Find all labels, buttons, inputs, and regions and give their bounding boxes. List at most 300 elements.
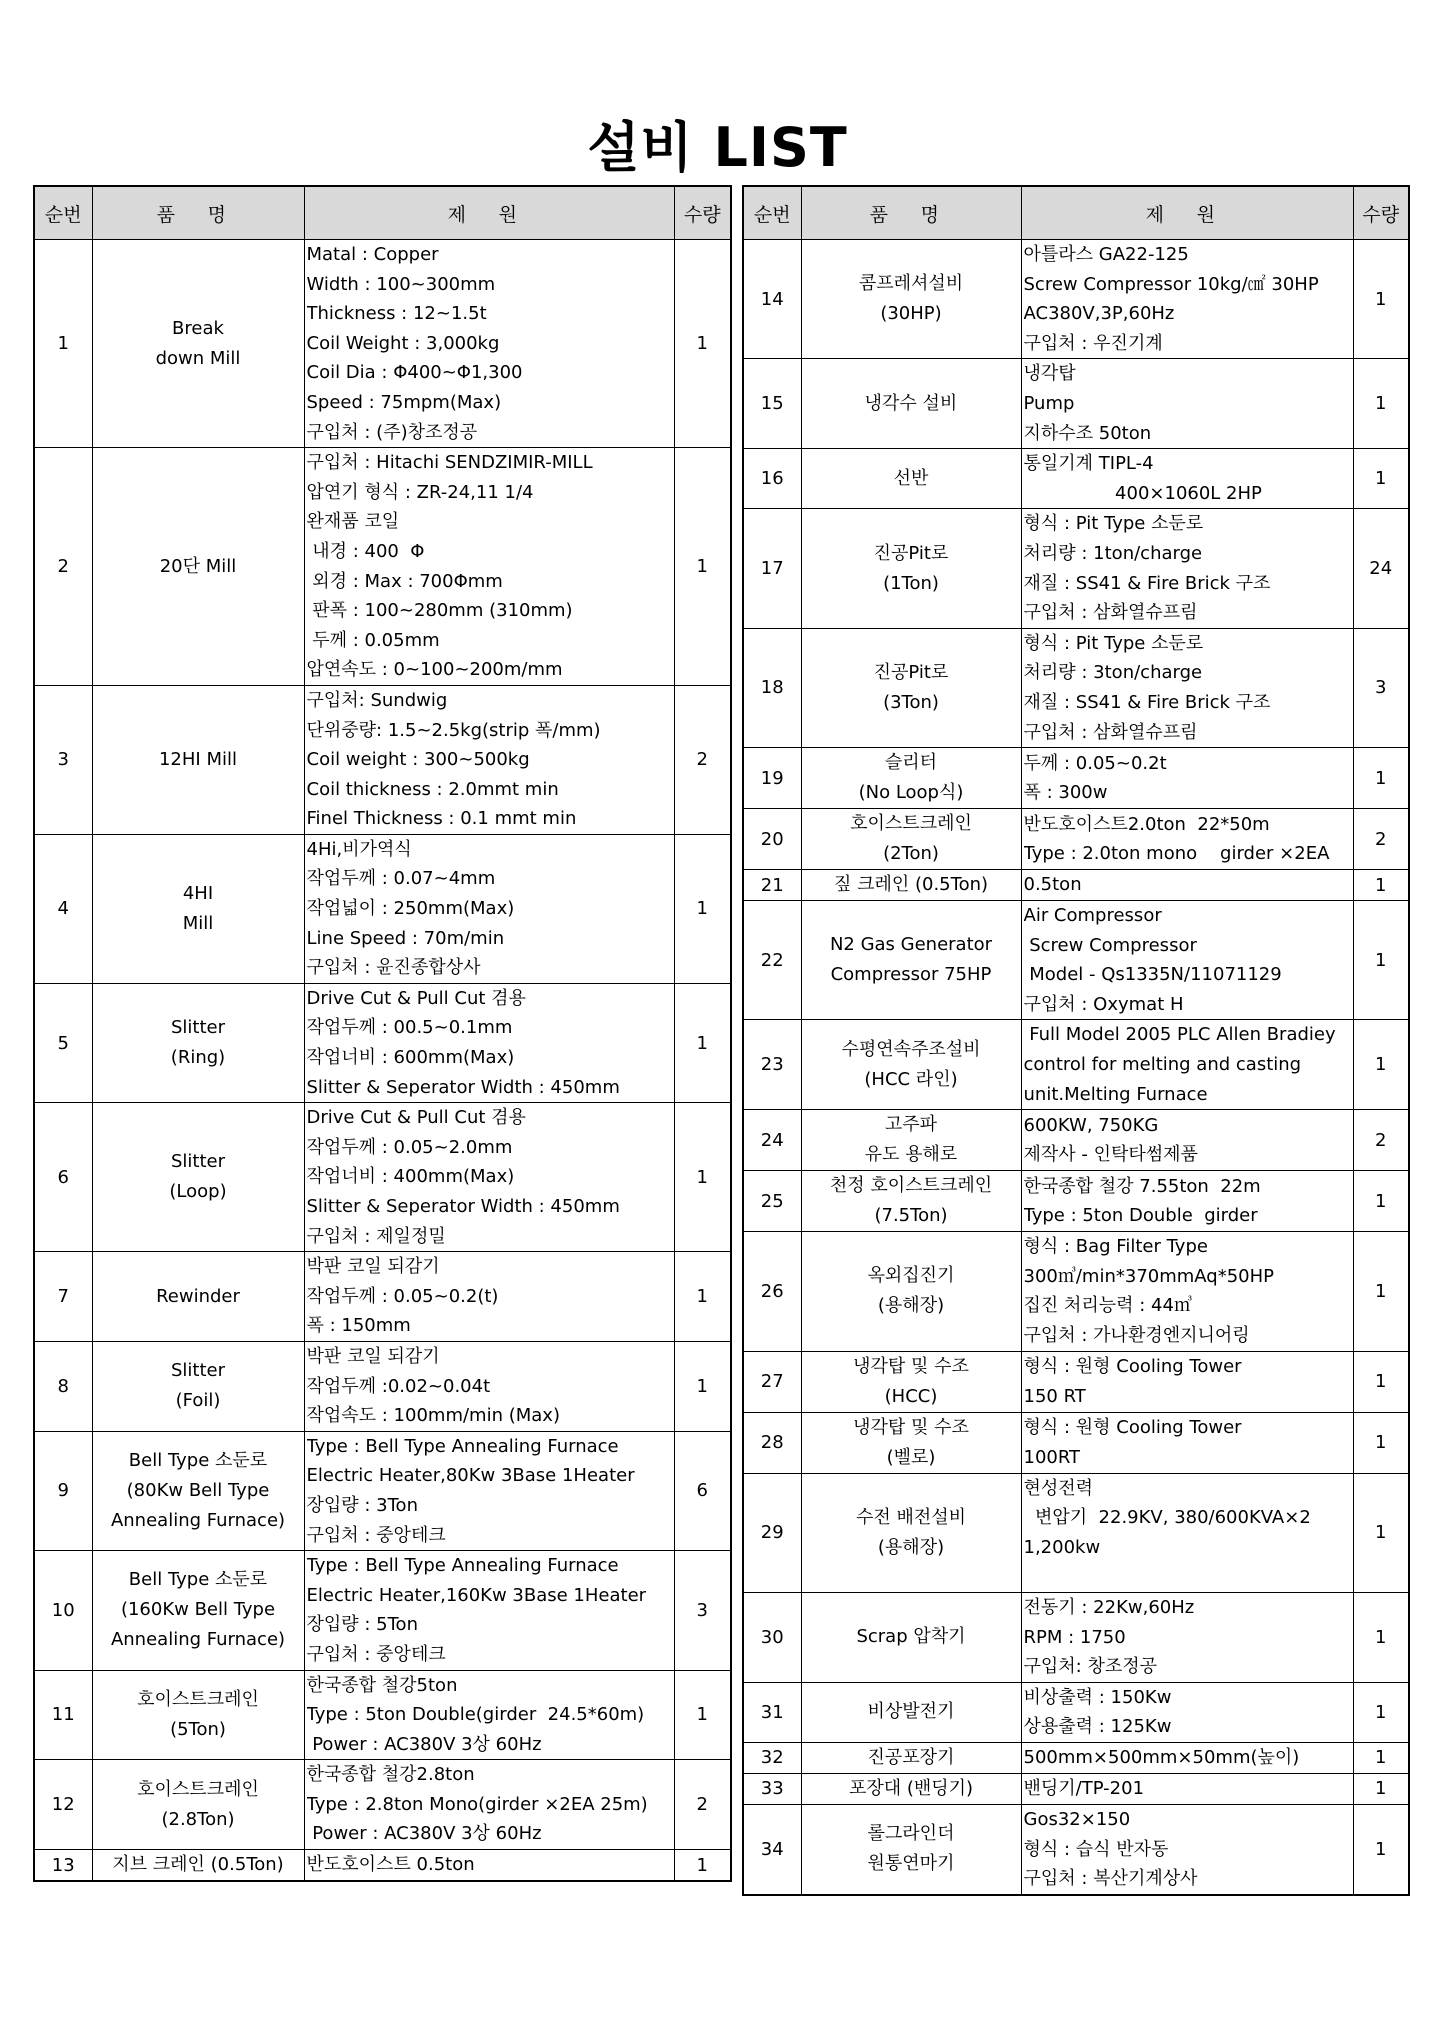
item-name-line: 호이스트크레인 (137, 1688, 259, 1710)
item-name (92, 1760, 304, 1850)
table-row (743, 809, 1409, 870)
spec-line: 작업두께 : 0.07~4mm (306, 868, 496, 890)
spec-line: Power : AC380V 3상 60Hz (306, 1733, 542, 1755)
table-row (743, 240, 1409, 359)
spec-line: 폭 : 300w (1023, 782, 1108, 804)
spec-line: 구입처 : Hitachi SENDZIMIR-MILL (306, 452, 593, 474)
table-row (34, 1670, 731, 1760)
header-qty: 수량 (1353, 186, 1409, 240)
item-name (801, 1593, 1021, 1683)
item-name-line: 짚 크레인 (0.5Ton) (833, 874, 989, 896)
spec-line: Coil Dia : Φ400~Φ1,300 (306, 362, 523, 384)
item-name-line: 콤프레셔설비 (858, 273, 964, 295)
item-quantity: 3 (674, 1551, 731, 1670)
spec-line: Matal : Copper (306, 244, 439, 265)
item-name-line: 수전 배전설비 (855, 1506, 967, 1528)
table-row (34, 1103, 731, 1252)
table-row (743, 1773, 1409, 1804)
item-quantity: 1 (1353, 1020, 1409, 1110)
spec-line: 내경 : 400 Φ (306, 540, 425, 562)
spec-line: 150 RT (1023, 1385, 1086, 1407)
table-row (34, 834, 731, 983)
item-name-line: 고주파 (884, 1114, 938, 1136)
spec-line: 전동기 : 22Kw,60Hz (1023, 1597, 1195, 1618)
row-number: 2 (34, 448, 92, 686)
item-name-line: (HCC 라인) (864, 1068, 958, 1090)
item-name-line: Bell Type 소둔로 (128, 1569, 268, 1591)
row-number: 32 (743, 1742, 801, 1773)
item-spec (304, 685, 674, 834)
table-row (34, 240, 731, 448)
item-quantity: 1 (1353, 1171, 1409, 1232)
item-quantity: 1 (1353, 901, 1409, 1020)
table-body (34, 240, 731, 1882)
spec-line: 형식 : 습식 반자동 (1023, 1838, 1169, 1860)
item-quantity: 1 (674, 983, 731, 1102)
item-quantity: 2 (674, 1760, 731, 1850)
table-row (743, 1351, 1409, 1412)
item-name (801, 1351, 1021, 1412)
spec-line: 작업속도 : 100mm/min (Max) (306, 1405, 560, 1427)
table-row (743, 359, 1409, 449)
spec-line: Electric Heater,160Kw 3Base 1Heater (306, 1584, 647, 1606)
row-number: 18 (743, 628, 801, 747)
spec-line: 제작사 - 인탁타썸제품 (1023, 1144, 1198, 1166)
item-name-line: 수평연속주조설비 (841, 1038, 981, 1060)
item-spec (304, 1431, 674, 1550)
spec-line: Slitter & Seperator Width : 450mm (306, 1196, 620, 1217)
item-name (801, 1773, 1021, 1804)
item-name (801, 1232, 1021, 1351)
item-quantity: 1 (674, 1252, 731, 1342)
item-quantity: 1 (1353, 1412, 1409, 1473)
row-number: 1 (34, 240, 92, 448)
item-quantity: 1 (674, 1103, 731, 1252)
table-row (743, 449, 1409, 509)
item-name (801, 1110, 1021, 1171)
table-row (743, 509, 1409, 628)
spec-line: 완재품 코일 (306, 511, 400, 533)
header-spec: 제 원 (304, 186, 674, 240)
item-quantity: 24 (1353, 509, 1409, 628)
header-qty: 수량 (674, 186, 731, 240)
item-name (801, 1020, 1021, 1110)
table-row (34, 1551, 731, 1670)
item-quantity: 1 (1353, 1593, 1409, 1683)
item-name-line: (용해장) (877, 1536, 945, 1558)
spec-line: 폭 : 150mm (306, 1315, 411, 1337)
row-number: 13 (34, 1850, 92, 1882)
item-name (801, 509, 1021, 628)
spec-line: 형식 : Bag Filter Type (1023, 1236, 1208, 1258)
item-spec (1021, 1593, 1353, 1683)
table-body (743, 240, 1409, 1895)
row-number: 9 (34, 1431, 92, 1550)
row-number: 29 (743, 1473, 801, 1592)
item-quantity: 1 (674, 448, 731, 686)
spec-line: 판폭 : 100~280mm (310mm) (306, 600, 573, 622)
item-name-line: Slitter (170, 1151, 226, 1173)
table-row (34, 1760, 731, 1850)
item-spec (1021, 1020, 1353, 1110)
spec-line: 0.5ton (1023, 874, 1082, 896)
item-name-line: 선반 (893, 467, 929, 489)
item-name (801, 809, 1021, 870)
table-row (34, 1431, 731, 1550)
item-name (801, 901, 1021, 1020)
spec-line: Slitter & Seperator Width : 450mm (306, 1076, 620, 1098)
spec-line: Line Speed : 70m/min (306, 927, 505, 949)
spec-line: 300㎥/min*370mmAq*50HP (1023, 1265, 1275, 1287)
item-spec (1021, 1473, 1353, 1592)
item-quantity: 1 (1353, 870, 1409, 901)
item-name-line: (2Ton) (883, 843, 939, 865)
row-number: 26 (743, 1232, 801, 1351)
spec-line: 400×1060L 2HP (1023, 482, 1262, 504)
row-number: 22 (743, 901, 801, 1020)
spec-line: 한국종합 철강5ton (306, 1674, 458, 1696)
item-name-line: (No Loop식) (858, 782, 964, 804)
item-quantity: 2 (1353, 1110, 1409, 1171)
item-spec (1021, 449, 1353, 509)
table-row (34, 448, 731, 686)
row-number: 7 (34, 1252, 92, 1342)
row-number: 11 (34, 1670, 92, 1760)
spec-line: 형식 : Pit Type 소둔로 (1023, 632, 1204, 654)
item-name-line: (벨로) (886, 1446, 936, 1468)
item-spec (304, 1670, 674, 1760)
item-quantity: 2 (1353, 809, 1409, 870)
spec-line: 구입처 : (주)창조정공 (306, 421, 478, 443)
item-quantity: 1 (1353, 1804, 1409, 1894)
item-name-line: (30HP) (880, 303, 942, 325)
spec-line: 반도호이스트2.0ton 22*50m (1023, 813, 1270, 835)
spec-line: 두께 : 0.05mm (306, 629, 440, 651)
item-quantity: 1 (1353, 1742, 1409, 1773)
spec-line: Drive Cut & Pull Cut 겸용 (306, 987, 526, 1009)
item-name-line: Annealing Furnace) (110, 1509, 286, 1531)
spec-line: 한국종합 철강2.8ton (306, 1764, 475, 1786)
item-quantity: 1 (674, 1850, 731, 1882)
spec-line: 구입처 : 중앙테크 (306, 1643, 446, 1665)
item-spec (1021, 870, 1353, 901)
row-number: 25 (743, 1171, 801, 1232)
spec-line: 구입처 : 우진기계 (1023, 332, 1163, 354)
spec-line: 재질 : SS41 & Fire Brick 구조 (1023, 691, 1271, 713)
spec-line: 처리량 : 1ton/charge (1023, 542, 1203, 564)
spec-line: Drive Cut & Pull Cut 겸용 (306, 1107, 526, 1129)
table-row (743, 1804, 1409, 1894)
table-row (743, 1682, 1409, 1742)
item-name-line: 원통연마기 (867, 1853, 955, 1875)
item-quantity: 1 (1353, 748, 1409, 809)
item-spec (1021, 1742, 1353, 1773)
item-spec (304, 1103, 674, 1252)
item-spec (1021, 628, 1353, 747)
item-quantity: 1 (1353, 1682, 1409, 1742)
item-spec (1021, 809, 1353, 870)
spec-line: 구입처 : 제일정밀 (306, 1225, 446, 1247)
row-number: 31 (743, 1682, 801, 1742)
item-name (801, 628, 1021, 747)
table-row (34, 1341, 731, 1431)
item-quantity: 1 (674, 240, 731, 448)
item-spec (304, 1551, 674, 1670)
spec-line: 박판 코일 되감기 (306, 1345, 440, 1367)
row-number: 27 (743, 1351, 801, 1412)
spec-line: Thickness : 12~1.5t (306, 303, 487, 325)
row-number: 28 (743, 1412, 801, 1473)
spec-line: 변압기 22.9KV, 380/600KVA×2 (1023, 1507, 1311, 1529)
spec-line: Air Compressor (1023, 905, 1162, 927)
spec-line: 압연기 형식 : ZR-24,11 1/4 (306, 481, 534, 503)
spec-line: Model - Qs1335N/11071129 (1023, 964, 1282, 986)
spec-line: Finel Thickness : 0.1 mmt min (306, 808, 577, 830)
spec-line: AC380V,3P,60Hz (1023, 303, 1175, 325)
spec-line: Screw Compressor (1023, 934, 1197, 956)
spec-line: Coil weight : 300~500kg (306, 749, 530, 771)
table-row (743, 1232, 1409, 1351)
item-name (92, 983, 304, 1102)
spec-line: 작업넓이 : 250mm(Max) (306, 898, 515, 920)
row-number: 8 (34, 1341, 92, 1431)
spec-line: 구입처 : 삼화열슈프림 (1023, 721, 1198, 743)
item-quantity: 1 (1353, 1232, 1409, 1351)
item-name-line: 12HI Mill (158, 748, 237, 770)
item-name-line: Rewinder (156, 1285, 240, 1307)
item-name-line: Bell Type 소둔로 (128, 1449, 268, 1471)
row-number: 10 (34, 1551, 92, 1670)
item-spec (1021, 1804, 1353, 1894)
table-row (743, 1593, 1409, 1683)
item-name-line: (2.8Ton) (161, 1808, 235, 1830)
item-name-line: 롤그라인더 (867, 1823, 955, 1845)
item-name-line: Scrap 압착기 (856, 1626, 966, 1648)
item-quantity: 1 (674, 1341, 731, 1431)
spec-line: Type : 5ton Double girder (1023, 1205, 1258, 1227)
item-name (801, 748, 1021, 809)
row-number: 24 (743, 1110, 801, 1171)
item-name-line: (Foil) (175, 1390, 221, 1412)
item-quantity: 1 (1353, 359, 1409, 449)
item-name-line: 4HI (182, 882, 214, 904)
item-quantity: 6 (674, 1431, 731, 1550)
spec-line: 구입처 : 가나환경엔지니어링 (1023, 1325, 1250, 1347)
item-name-line: 지브 크레인 (0.5Ton) (112, 1854, 284, 1876)
item-name (92, 1850, 304, 1882)
row-number: 30 (743, 1593, 801, 1683)
item-name-line: 진공Pit로 (873, 542, 949, 564)
spec-line: 밴딩기/TP-201 (1023, 1778, 1145, 1800)
item-spec (304, 1341, 674, 1431)
spec-line: Pump (1023, 392, 1075, 414)
spec-line: 비상출력 : 150Kw (1023, 1686, 1172, 1708)
spec-line: 100RT (1023, 1446, 1081, 1468)
item-spec (304, 448, 674, 686)
item-name-line: (7.5Ton) (874, 1205, 948, 1227)
item-spec (1021, 901, 1353, 1020)
item-name-line: 호이스트크레인 (137, 1778, 259, 1800)
item-name-line: N2 Gas Generator (829, 934, 993, 956)
row-number: 23 (743, 1020, 801, 1110)
header-name: 품 명 (92, 186, 304, 240)
item-name (801, 1473, 1021, 1592)
spec-line: 두께 : 0.05~0.2t (1023, 752, 1167, 774)
row-number: 14 (743, 240, 801, 359)
header-spec: 제 원 (1021, 186, 1353, 240)
spec-line: 작업두께 : 0.05~0.2(t) (306, 1285, 499, 1307)
spec-line: Speed : 75mpm(Max) (306, 391, 502, 413)
item-name-line: (1Ton) (883, 572, 939, 594)
spec-line: 한국종합 철강 7.55ton 22m (1023, 1175, 1261, 1197)
header-no: 순번 (743, 186, 801, 240)
header-name: 품 명 (801, 186, 1021, 240)
spec-line: 작업너비 : 400mm(Max) (306, 1166, 515, 1188)
header-row (34, 186, 731, 240)
item-name-line: down Mill (155, 347, 241, 369)
row-number: 34 (743, 1804, 801, 1894)
item-name-line: 호이스트크레인 (850, 813, 972, 835)
item-spec (304, 1252, 674, 1342)
spec-line: 500mm×500mm×50mm(높이) (1023, 1747, 1300, 1769)
row-number: 19 (743, 748, 801, 809)
spec-line: Screw Compressor 10kg/㎠ 30HP (1023, 273, 1319, 295)
item-name-line: Slitter (170, 1360, 226, 1382)
spec-line: 현성전력 (1023, 1477, 1094, 1499)
item-name (92, 448, 304, 686)
spec-line: 재질 : SS41 & Fire Brick 구조 (1023, 572, 1271, 594)
table-row (743, 1742, 1409, 1773)
item-name-line: (80Kw Bell Type (126, 1479, 270, 1501)
spec-line: 압연속도 : 0~100~200m/mm (306, 659, 563, 681)
table-row (743, 870, 1409, 901)
spec-line: 구입처 : 윤진종합상사 (306, 957, 481, 979)
item-name (801, 240, 1021, 359)
item-name-line: 천정 호이스트크레인 (829, 1175, 993, 1197)
item-spec (304, 240, 674, 448)
item-name (92, 1551, 304, 1670)
spec-line: 형식 : 원형 Cooling Tower (1023, 1417, 1242, 1439)
row-number: 12 (34, 1760, 92, 1850)
spec-line: 집진 처리능력 : 44㎥ (1023, 1295, 1192, 1317)
item-name (801, 359, 1021, 449)
spec-line: Electric Heater,80Kw 3Base 1Heater (306, 1465, 635, 1487)
table-row (743, 748, 1409, 809)
spec-line: 작업두께 : 0.05~2.0mm (306, 1136, 513, 1158)
item-quantity: 1 (1353, 1473, 1409, 1592)
spec-line: 구입처 : 삼화열슈프림 (1023, 602, 1198, 624)
item-name (801, 870, 1021, 901)
item-name (801, 1742, 1021, 1773)
table-row (743, 1020, 1409, 1110)
item-spec (304, 983, 674, 1102)
spec-line: 구입처 : 중앙테크 (306, 1524, 446, 1546)
item-spec (1021, 359, 1353, 449)
item-name-line: (Ring) (170, 1047, 226, 1069)
spec-line: 처리량 : 3ton/charge (1023, 662, 1203, 684)
page-title: 설비 LIST (587, 116, 848, 179)
spec-line: 형식 : Pit Type 소둔로 (1023, 513, 1204, 535)
item-spec (1021, 1232, 1353, 1351)
spec-line: 1,200kw (1023, 1536, 1101, 1558)
item-name-line: (HCC) (884, 1385, 938, 1407)
row-number: 5 (34, 983, 92, 1102)
table-row (34, 983, 731, 1102)
item-quantity: 1 (1353, 240, 1409, 359)
item-quantity: 1 (674, 1670, 731, 1760)
item-name (801, 449, 1021, 509)
spec-line: Type : 2.8ton Mono(girder ×2EA 25m) (306, 1793, 648, 1815)
row-number: 21 (743, 870, 801, 901)
item-name (801, 1412, 1021, 1473)
item-name-line: (5Ton) (170, 1718, 226, 1740)
spec-line: Power : AC380V 3상 60Hz (306, 1823, 542, 1845)
item-name (801, 1804, 1021, 1894)
spec-line: Type : 5ton Double(girder 24.5*60m) (306, 1704, 645, 1726)
row-number: 3 (34, 685, 92, 834)
item-quantity: 1 (1353, 1773, 1409, 1804)
spec-line: 단위중량: 1.5~2.5kg(strip 폭/mm) (306, 719, 601, 741)
spec-line: 구입처 : 복산기계상사 (1023, 1868, 1198, 1890)
table-row (743, 1110, 1409, 1171)
item-spec (1021, 1351, 1353, 1412)
row-number: 16 (743, 449, 801, 509)
item-spec (1021, 1412, 1353, 1473)
spec-line: 장입량 : 5Ton (306, 1614, 418, 1636)
item-name (92, 1341, 304, 1431)
item-name-line: (160Kw Bell Type (120, 1599, 276, 1621)
spec-line: 아틀라스 GA22-125 (1023, 244, 1189, 265)
spec-line: 상용출력 : 125Kw (1023, 1716, 1172, 1738)
item-spec (304, 1760, 674, 1850)
item-spec (1021, 240, 1353, 359)
item-quantity: 3 (1353, 628, 1409, 747)
item-name-line: 포장대 (밴딩기) (848, 1777, 974, 1799)
table-row (743, 628, 1409, 747)
item-name (92, 1103, 304, 1252)
spec-line: 작업두께 :0.02~0.04t (306, 1375, 491, 1397)
item-spec (1021, 1682, 1353, 1742)
item-name-line: 유도 용해로 (864, 1144, 958, 1166)
header-row (743, 186, 1409, 240)
spec-line: 600KW, 750KG (1023, 1114, 1159, 1136)
item-name-line: 냉각탑 및 수조 (853, 1416, 969, 1438)
spec-line: Type : Bell Type Annealing Furnace (306, 1555, 619, 1577)
item-spec (1021, 1171, 1353, 1232)
item-name (92, 240, 304, 448)
spec-line: 구입처 : Oxymat H (1023, 993, 1184, 1015)
spec-line: Type : 2.0ton mono girder ×2EA (1023, 843, 1330, 865)
spec-line: control for melting and casting (1023, 1054, 1302, 1076)
table-row (743, 1473, 1409, 1592)
spec-line: Coil Weight : 3,000kg (306, 332, 500, 354)
item-quantity: 1 (1353, 1351, 1409, 1412)
spec-line: 4Hi,비가역식 (306, 838, 412, 860)
item-quantity: 2 (674, 685, 731, 834)
item-name-line: 옥외집진기 (867, 1265, 955, 1287)
item-name-line: Break (172, 317, 224, 339)
spec-line: 구입처: 창조정공 (1023, 1656, 1158, 1678)
row-number: 6 (34, 1103, 92, 1252)
item-spec (1021, 1773, 1353, 1804)
item-name-line: 슬리터 (884, 752, 938, 774)
item-name-line: (용해장) (877, 1295, 945, 1317)
spec-line: 작업두께 : 00.5~0.1mm (306, 1017, 513, 1039)
table-row (743, 901, 1409, 1020)
item-name-line: 진공포장기 (867, 1746, 955, 1768)
item-name-line: 비상발전기 (867, 1701, 955, 1723)
row-number: 33 (743, 1773, 801, 1804)
